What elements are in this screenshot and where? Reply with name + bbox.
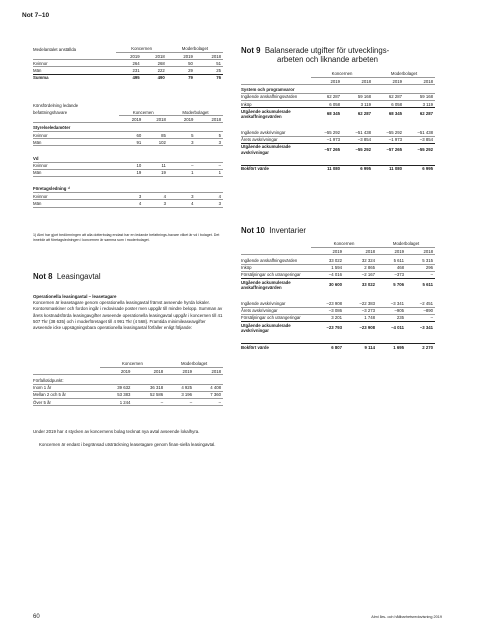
table-row (241, 144, 435, 156)
row-label: Män (33, 169, 119, 176)
footnote: 1) Almi har gjort bedömningen att alla dotterbolag endast har en ledande befattnings-havare vilket är vd i bolaget. Det innebär att företagsledningen i koncernen är samma som i moderbolaget. (33, 233, 220, 242)
cell: 5 611 (422, 282, 433, 288)
cell: –890 (406, 307, 435, 314)
cell: 4 925 (165, 384, 194, 391)
cell: 3 (168, 193, 196, 200)
cell: –55 292 (311, 130, 342, 137)
cell: 6 807 (331, 344, 343, 350)
cell: – (168, 162, 196, 169)
table-row (241, 94, 435, 101)
intangibles-table (241, 71, 435, 172)
cell: 1 695 (393, 344, 404, 350)
equipment-table (241, 241, 435, 350)
row-label: Män (33, 67, 116, 74)
table-row (33, 162, 223, 169)
cell: 264 (116, 60, 141, 67)
cell: 50 (167, 60, 195, 67)
cell: 4 (168, 200, 196, 207)
table-row (241, 136, 435, 143)
section-heading: Företagsledning ¹⁾ (33, 184, 223, 192)
cell: –51 438 (342, 130, 373, 137)
row-label: Mellan 2 och 5 år (33, 392, 100, 399)
cell: 68 345 (388, 111, 402, 117)
row-label: Utgående ackumulerade anskaffningsvärden (241, 108, 291, 120)
cell: –57 265 (324, 147, 340, 153)
cell: –3 341 (419, 325, 433, 331)
note-10-heading (241, 226, 306, 235)
year-header: 2019 (165, 368, 194, 375)
cell: 36 318 (132, 384, 165, 391)
table-row (33, 200, 223, 207)
year-header: 2019 (311, 78, 342, 85)
cell: 1 244 (100, 399, 133, 406)
cell: 4 (143, 193, 168, 200)
table-row (33, 67, 223, 74)
row-label: Försäljningar och utrangeringar (241, 314, 311, 321)
cell: – (132, 399, 165, 406)
row-label: Årets avskrivningar (241, 307, 311, 314)
note-8-paragraph: Koncernen är leasetagare genom operationella leasingavtal främst avseende hyrda lokaler. Kontorsmaskiner och fordon ingår i redovisade poster men uppgår till mindre belopp. Summan av årets kostnadsförda leasingavgifter avseende operationella leasingavtal uppgår i koncernen till 41 507 Tkr (38 635) och i moderföretaget till 4 991 Tkr (4 568). Framtida minimileaseavgifter avseende icke uppsägningsbara operationella leasingavtal förfaller enligt följande: (33, 300, 223, 330)
group-header: Moderbolaget (167, 46, 223, 53)
cell: 102 (143, 139, 168, 146)
table-row (241, 130, 435, 137)
cell: –3 854 (404, 136, 435, 143)
group-header: Moderbolaget (165, 361, 223, 368)
table-row (33, 193, 223, 200)
cell: 29 (167, 67, 195, 74)
cell: – (195, 162, 223, 169)
table-row (33, 392, 223, 399)
row-label: Kvinnor (33, 162, 119, 169)
cell: 62 287 (357, 111, 371, 117)
cell: 62 287 (311, 94, 342, 101)
cell: –57 265 (386, 147, 402, 153)
note-number: Not 10 (241, 226, 265, 235)
row-label: Bokfört värde (241, 344, 269, 350)
row-label: Ingående avskrivningar (241, 130, 311, 137)
year-header: 2019 (377, 248, 406, 255)
cell: 6 058 (373, 101, 404, 108)
cell: 468 (377, 264, 406, 271)
year-header: 2018 (344, 248, 377, 255)
table-row (241, 101, 435, 108)
year-header: 2019 (100, 368, 133, 375)
cell: –3 273 (344, 307, 377, 314)
cell: 11 (143, 162, 168, 169)
row-label: Över 5 år (33, 399, 100, 406)
section-heading: Styrelseledamöter (33, 123, 223, 132)
cell: –2 167 (344, 272, 377, 279)
year-header: 2018 (194, 368, 223, 375)
table-row (241, 314, 435, 321)
cell: 68 345 (326, 111, 340, 117)
year-header: 2018 (143, 116, 168, 123)
cell: 3 (143, 200, 168, 207)
group-header: Koncernen (311, 71, 373, 78)
distribution-caption: befattningshavare (33, 109, 68, 115)
cell: 59 168 (342, 94, 373, 101)
distribution-caption: Könsfördelning ledande (33, 103, 79, 109)
row-label: Inköp (241, 264, 311, 271)
table-row (241, 301, 435, 308)
year-header: 2018 (142, 53, 167, 60)
cell: 30 600 (328, 282, 343, 288)
year-header: 2018 (195, 53, 223, 60)
cell: 4 408 (194, 384, 223, 391)
note-8-subheading: Operationella leasingavtal – leasetagare (33, 294, 117, 299)
section-heading: Vd (33, 154, 223, 162)
note-8-after-text: Koncernen är endast i begränsad utsträckning leasetagare genom finan-siella leasingavtal. (39, 442, 216, 447)
table-row (33, 60, 223, 67)
row-label: Summa (33, 74, 49, 80)
row-label: Män (33, 200, 119, 207)
cell: 3 119 (342, 101, 373, 108)
cell: 5 706 (393, 282, 404, 288)
group-header: Koncernen (116, 46, 166, 53)
row-label: Inköp (241, 101, 311, 108)
cell: –51 438 (404, 130, 435, 137)
cell: 25 (195, 67, 223, 74)
cell: 1 (195, 169, 223, 176)
cell: 3 (119, 193, 144, 200)
cell: 2 865 (344, 264, 377, 271)
cell: 33 022 (361, 282, 376, 288)
cell: –55 292 (417, 147, 433, 153)
note-number: Not 8 (33, 272, 53, 281)
lease-table (33, 361, 223, 406)
row-label: Utgående ackumulerade anskaffningsvärden (241, 279, 291, 290)
note-title: Balanserade utgifter för utvecklings- (264, 46, 390, 55)
cell: 76 (216, 74, 221, 80)
cell: –23 793 (326, 325, 343, 331)
cell: 4 (195, 193, 223, 200)
cell: –1 973 (311, 136, 342, 143)
cell: –22 383 (344, 301, 377, 308)
note-8-heading (33, 272, 101, 281)
table-row (33, 169, 223, 176)
cell: –3 086 (311, 307, 344, 314)
year-header: 2019 (168, 116, 196, 123)
year-header: 2018 (404, 78, 435, 85)
row-label: Män (33, 139, 119, 146)
cell: 62 287 (419, 111, 433, 117)
row-label: Utgående ackumulerade avskrivningar (241, 322, 291, 333)
cell: 231 (116, 67, 141, 74)
cell: 11 080 (389, 166, 402, 172)
cell: 10 (119, 162, 144, 169)
note-title: Leasingavtal (56, 272, 101, 281)
cell: 296 (406, 264, 435, 271)
cell: 495 (132, 74, 140, 80)
row-label: Ingående avskrivningar (241, 301, 311, 308)
year-header: 2018 (195, 116, 223, 123)
table-row (241, 307, 435, 314)
page-number: 60 (33, 614, 40, 620)
table-row (33, 399, 223, 406)
cell: –4 016 (311, 272, 344, 279)
cell: 32 324 (344, 258, 377, 265)
note-title: arbeten och liknande arbeten (277, 54, 379, 64)
employees-table (33, 46, 223, 81)
table-row (33, 139, 223, 146)
cell: – (165, 399, 194, 406)
row-label: Kvinnor (33, 132, 119, 139)
row-label: Ingående anskaffningsvärden (241, 258, 311, 265)
cell: – (406, 314, 435, 321)
cell: 52 586 (132, 392, 165, 399)
note-number: Not 9 (241, 46, 261, 55)
cell: 3 (195, 139, 223, 146)
row-label: Ingående anskaffningsvärden (241, 94, 311, 101)
year-header: 2018 (132, 368, 165, 375)
cell: 222 (142, 67, 167, 74)
cell: 62 287 (373, 94, 404, 101)
group-header: Koncernen (100, 361, 165, 368)
page-header-label: Not 7–10 (22, 12, 50, 19)
row-label: Årets avskrivningar (241, 136, 311, 143)
cell: –23 908 (311, 301, 344, 308)
cell: 1 (168, 169, 196, 176)
cell: 3 196 (165, 392, 194, 399)
cell: 5 315 (406, 258, 435, 265)
table-row (241, 264, 435, 271)
year-header: 2019 (311, 248, 344, 255)
group-header: Moderbolaget (377, 241, 435, 248)
cell: 6 995 (422, 166, 433, 172)
note-9-heading (241, 47, 435, 64)
cell: –373 (377, 272, 406, 279)
year-header: 2018 (406, 248, 435, 255)
table-row (241, 108, 435, 120)
row-label: Utgående ackumulerade avskrivningar (241, 144, 291, 155)
table-row (241, 344, 435, 351)
row-label: Försäljningar och utrangeringar (241, 272, 311, 279)
cell: –55 292 (373, 130, 404, 137)
year-header: 2018 (342, 78, 373, 85)
note-8-after-text: Under 2019 har 4 stycken av koncernens bolag tecknat nya avtal avseende lokalhyra. (33, 429, 200, 434)
year-header: 2019 (167, 53, 195, 60)
cell: –1 973 (373, 136, 404, 143)
cell: 235 (377, 314, 406, 321)
cell: 79 (188, 74, 193, 80)
section-heading: System och programvaror (241, 85, 435, 94)
cell: 19 (143, 169, 168, 176)
cell: –905 (377, 307, 406, 314)
cell: 3 119 (404, 101, 435, 108)
year-header: 2019 (119, 116, 144, 123)
cell: 9 114 (364, 344, 376, 350)
publication-name: Almi års- och hållbarhetsredovisning 2019 (371, 615, 442, 619)
cell: 60 (119, 132, 144, 139)
table-row (241, 272, 435, 279)
cell: 1 748 (344, 314, 377, 321)
due-date-label: Förfallotidpunkt: (33, 378, 223, 385)
cell: 3 201 (311, 314, 344, 321)
cell: 53 383 (100, 392, 133, 399)
table-row (33, 384, 223, 391)
cell: –23 908 (359, 325, 376, 331)
table-row (241, 258, 435, 265)
cell: 39 632 (100, 384, 133, 391)
cell: –3 854 (342, 136, 373, 143)
group-header: Koncernen (119, 109, 168, 116)
cell: 33 022 (311, 258, 344, 265)
group-header: Koncernen (311, 241, 377, 248)
cell: 11 080 (327, 166, 340, 172)
year-header: 2019 (373, 78, 404, 85)
cell: 85 (143, 132, 168, 139)
cell: –4 011 (391, 325, 404, 331)
cell: 4 (119, 200, 144, 207)
cell: 5 (195, 132, 223, 139)
cell: 268 (142, 60, 167, 67)
table-row (33, 74, 223, 81)
cell: 3 (195, 200, 223, 207)
cell: 7 360 (194, 392, 223, 399)
cell: 5 (168, 132, 196, 139)
cell: – (406, 272, 435, 279)
row-label: Kvinnor (33, 193, 119, 200)
group-header: Moderbolaget (373, 71, 435, 78)
cell: 6 995 (360, 166, 371, 172)
cell: 490 (157, 74, 165, 80)
cell: 3 (168, 139, 196, 146)
cell: –55 292 (355, 147, 371, 153)
cell: –2 451 (406, 301, 435, 308)
row-label: Kvinnor (33, 60, 116, 67)
table-row (241, 322, 435, 334)
cell: 59 168 (404, 94, 435, 101)
cell: –3 341 (377, 301, 406, 308)
year-header: 2019 (116, 53, 141, 60)
employees-caption: Medelantalet anställda (33, 46, 76, 52)
cell: – (194, 399, 223, 406)
row-label: Bokfört värde (241, 166, 269, 172)
row-label: Inom 1 år (33, 384, 100, 391)
note-title: Inventarier (269, 226, 307, 235)
cell: 91 (119, 139, 144, 146)
group-header: Moderbolaget (168, 109, 223, 116)
cell: 6 058 (311, 101, 342, 108)
cell: 1 594 (311, 264, 344, 271)
table-row (33, 132, 223, 139)
cell: 19 (119, 169, 144, 176)
cell: 2 270 (422, 344, 433, 350)
cell: 51 (195, 60, 223, 67)
table-row (241, 166, 435, 173)
gender-distribution-table (33, 103, 223, 208)
cell: 5 611 (377, 258, 406, 265)
table-row (241, 279, 435, 291)
